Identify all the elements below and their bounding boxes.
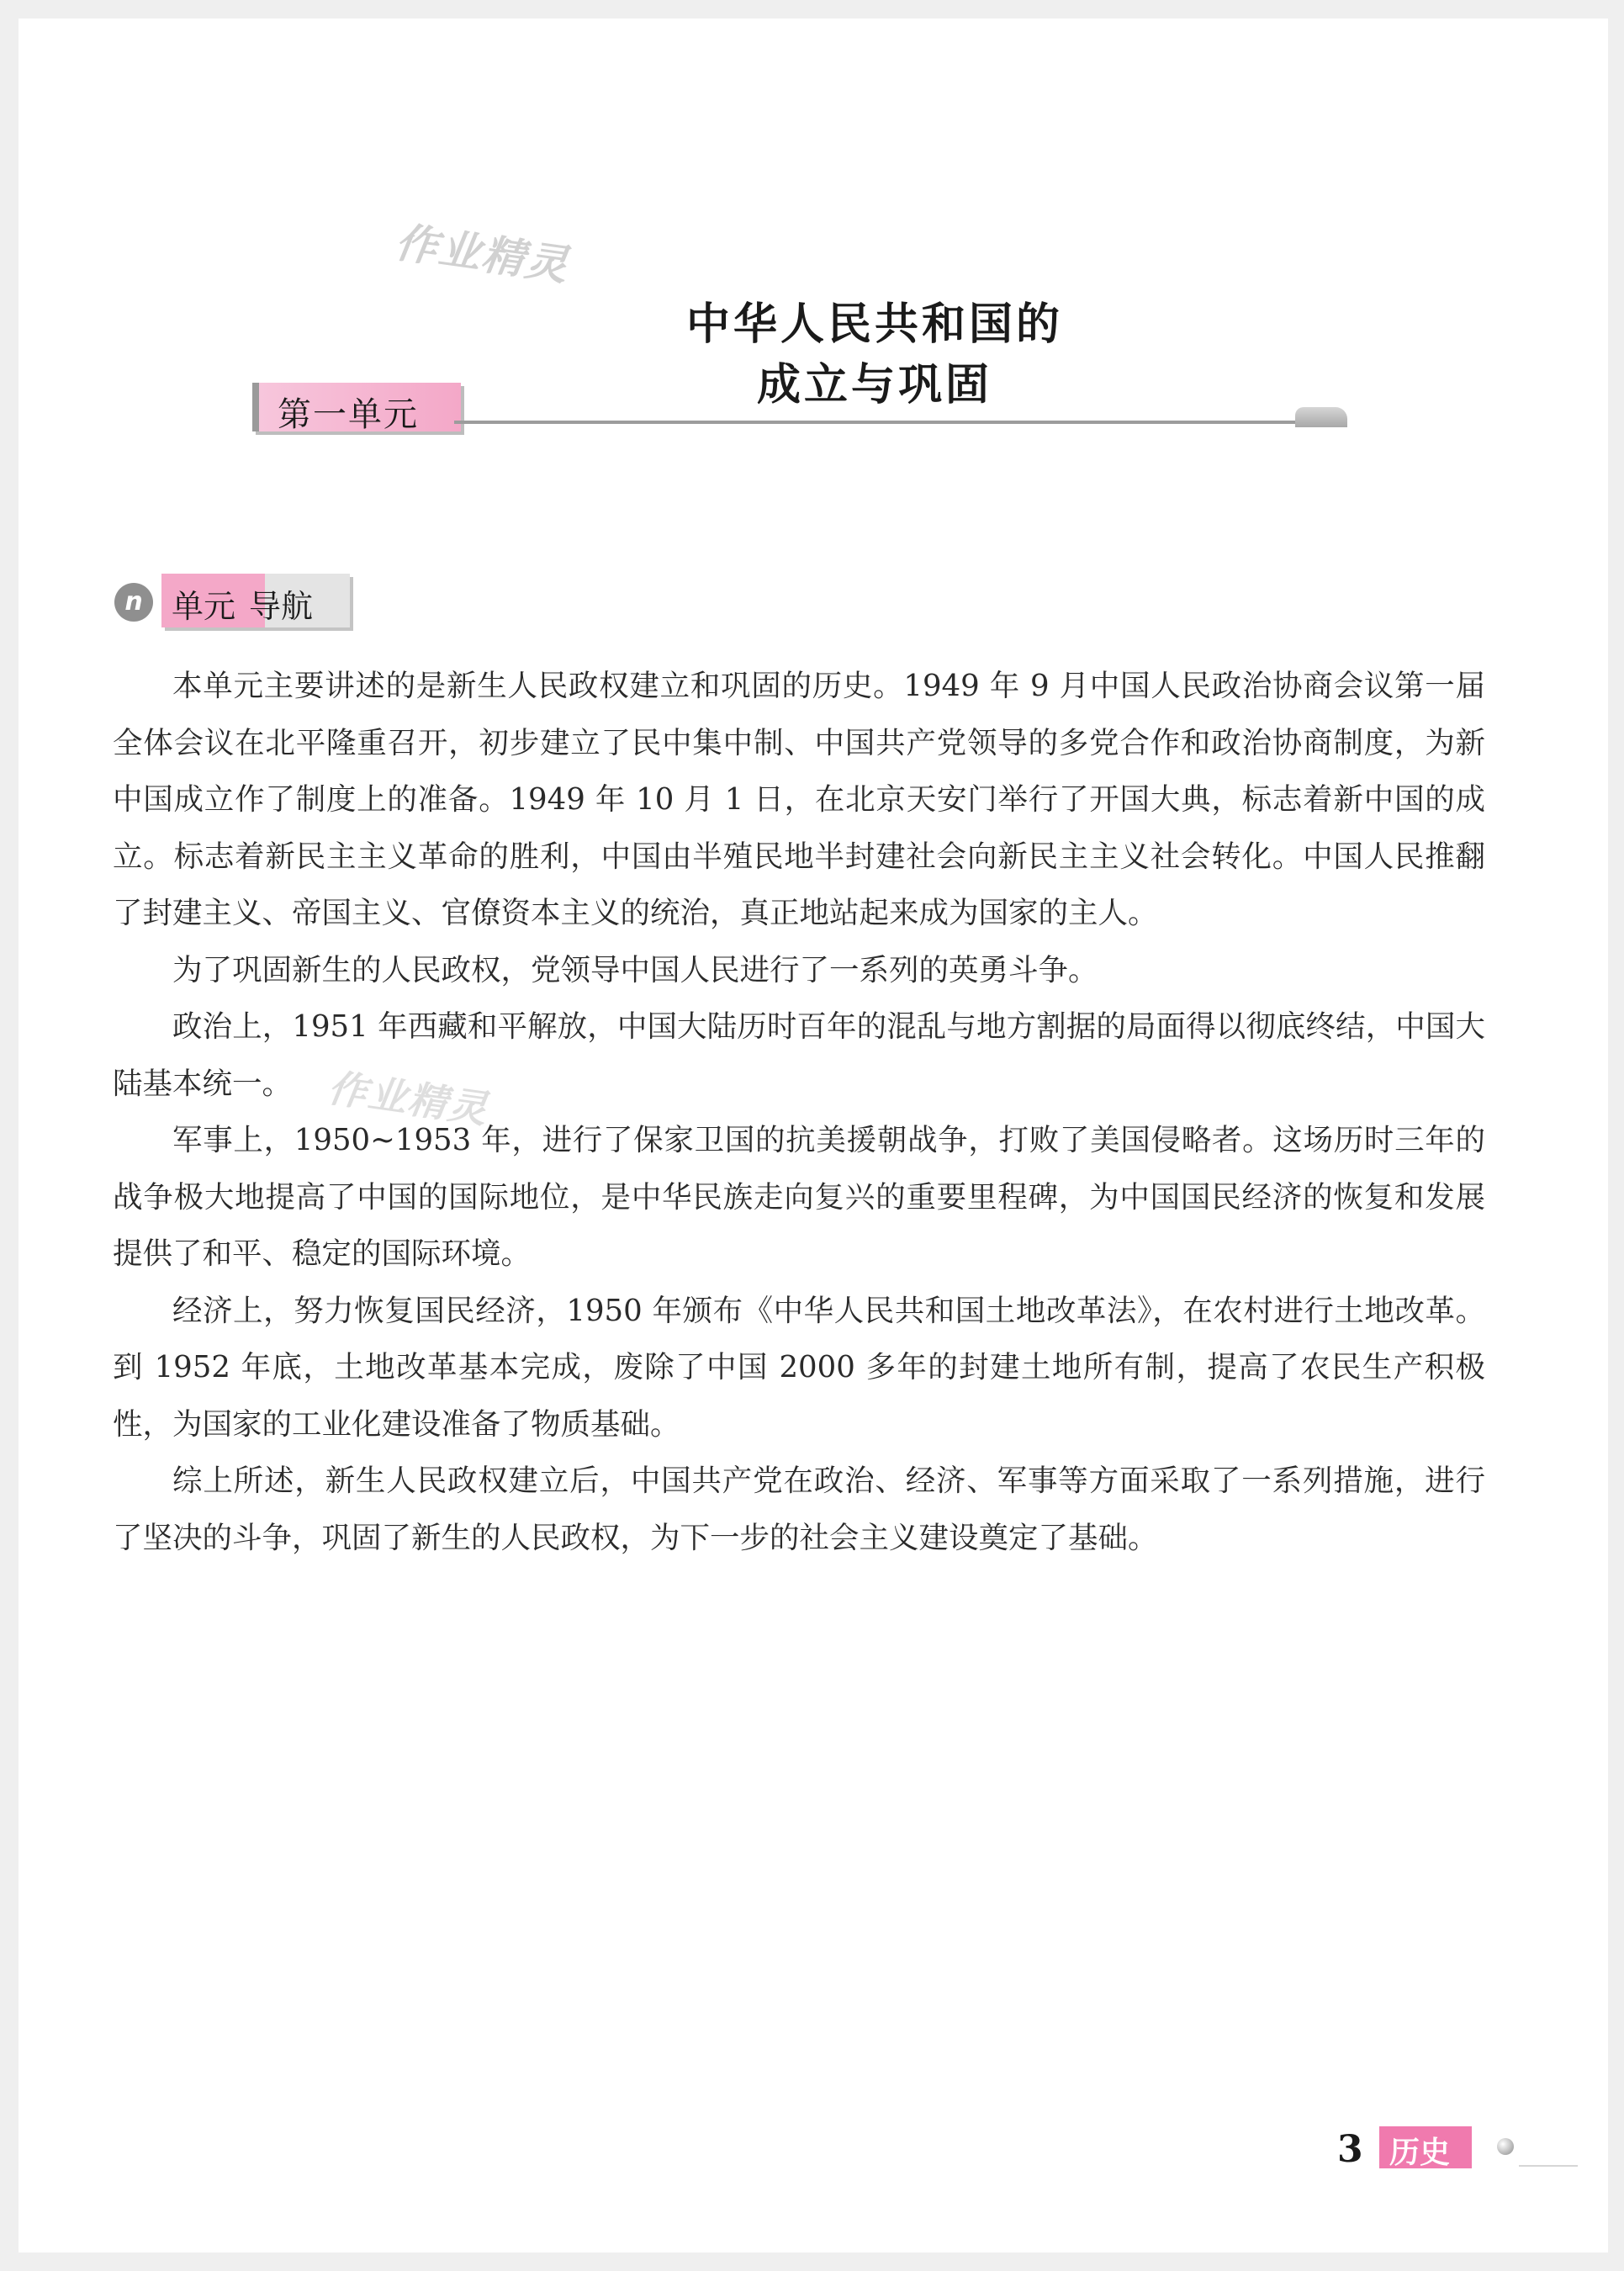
unit-title	[639, 294, 1110, 416]
paragraph: 经济上，努力恢复国民经济，1950 年颁布《中华人民共和国土地改革法》，在农村进行土地改革。到 1952 年底，土地改革基本完成，废除了中国 2000 多年的封建土地所有制，提高了农民生产积极性，为国家的工业化建设准备了物质基础。	[113, 1293, 1485, 1442]
paragraph: 军事上，1950~1953 年，进行了保家卫国的抗美援朝战争，打败了美国侵略者。这场历时三年的战争极大地提高了中国的国际地位，是中华民族走向复兴的重要里程碑，为中国国民经济的恢复和发展提供了和平、稳定的国际环境。	[113, 1123, 1485, 1271]
header-rule	[454, 421, 1295, 424]
section-heading-part1: 单元	[172, 588, 236, 625]
watermark: 作业精灵	[392, 217, 573, 291]
paragraph: 为了巩固新生的人民政权，党领导中国人民进行了一系列的英勇斗争。	[172, 952, 1098, 987]
subject-label: 历史	[1389, 2136, 1451, 2170]
footer-dot-icon	[1497, 2138, 1514, 2155]
section-heading-part2: 导航	[249, 588, 314, 625]
unit-nav-icon: n	[114, 583, 153, 622]
header-rule-end	[1295, 407, 1347, 427]
page-number: 3	[1337, 2128, 1363, 2171]
section-heading	[161, 574, 350, 627]
unit-title-line1: 中华人民共和国的	[685, 299, 1063, 350]
paragraph: 本单元主要讲述的是新生人民政权建立和巩固的历史。1949 年 9 月中国人民政治协商会议第一届全体会议在北平隆重召开，初步建立了民中集中制、中国共产党领导的多党合作和政治协商制度，为新中国成立作了制度上的准备。1949 年 10 月 1 日，在北京天安门举行了开国大典，标志着新中国的成立。标志着新民主主义革命的胜利，中国由半殖民地半封建社会向新民主主义社会转化。中国人民推翻了封建主义、帝国主义、官僚资本主义的统治，真正地站起来成为国家的主人。	[113, 669, 1485, 930]
unit-title-line2: 成立与巩固	[756, 360, 992, 410]
unit-label: 第一单元	[278, 395, 419, 434]
body-text	[113, 658, 1485, 1566]
subject-tag	[1379, 2126, 1472, 2168]
unit-label-tab	[252, 383, 461, 434]
paragraph: 综上所述，新生人民政权建立后，中国共产党在政治、经济、军事等方面采取了一系列措施，进行了坚决的斗争，巩固了新生的人民政权，为下一步的社会主义建设奠定了基础。	[113, 1464, 1485, 1555]
watermark: 作业精灵	[325, 1064, 492, 1133]
paragraph: 政治上，1951 年西藏和平解放，中国大陆历时百年的混乱与地方割据的局面得以彻底终结，中国大陆基本统一。	[113, 1009, 1485, 1101]
footer-line	[1519, 2165, 1578, 2167]
